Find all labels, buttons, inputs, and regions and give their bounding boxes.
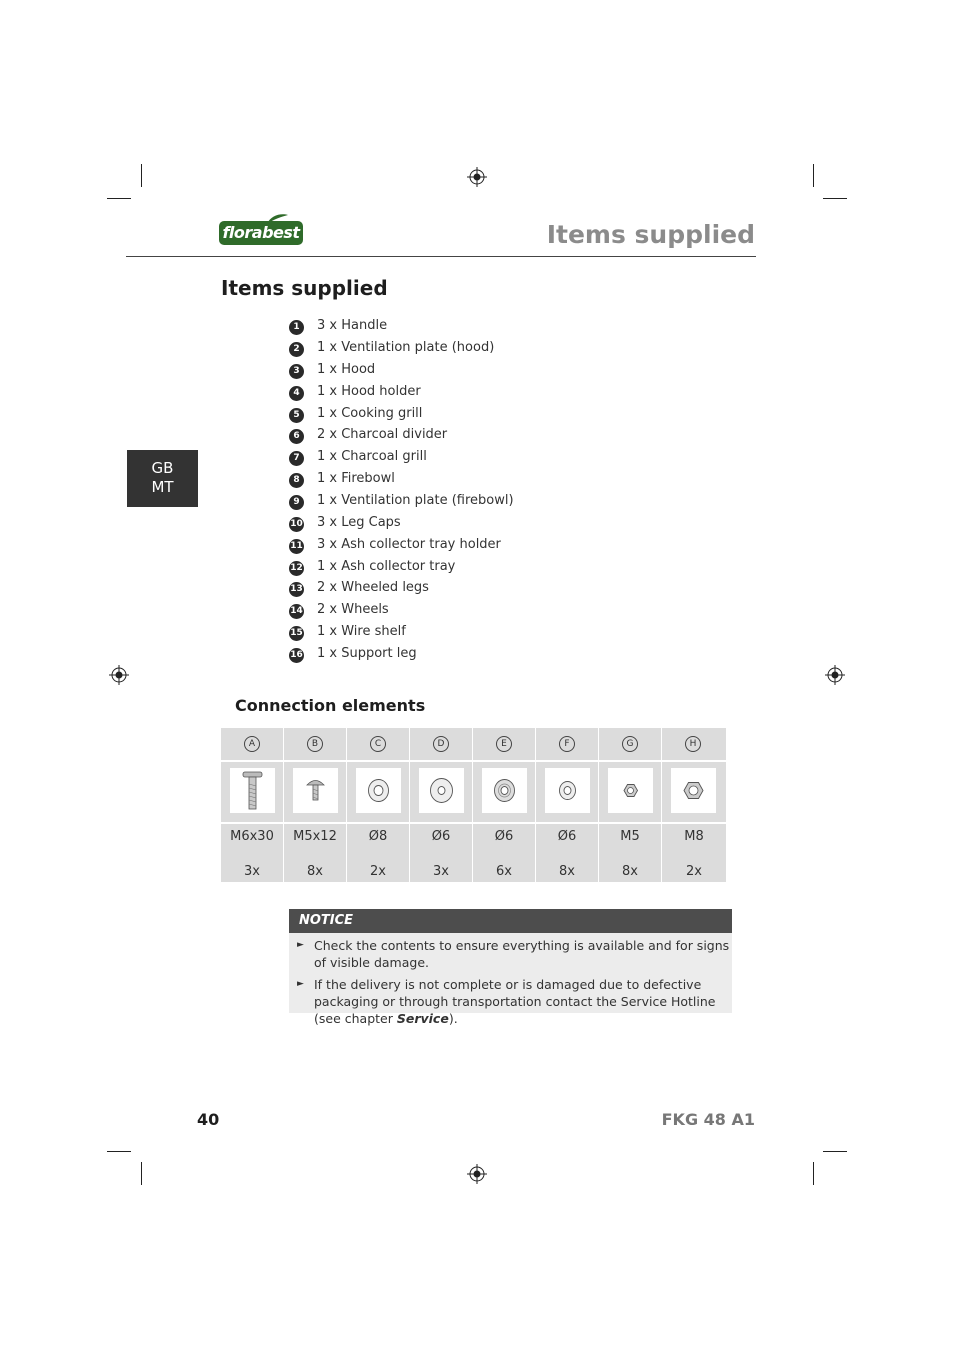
image-cell <box>347 762 409 822</box>
item-label: 1 x Support leg <box>317 646 417 661</box>
header-divider <box>126 256 756 257</box>
item-label: 1 x Charcoal grill <box>317 449 427 464</box>
crop-mark <box>823 198 847 199</box>
crop-mark <box>107 198 131 199</box>
item-label: 3 x Leg Caps <box>317 515 401 530</box>
spring-washer-icon <box>482 768 527 813</box>
element-letter: D <box>433 736 449 752</box>
item-label: 1 x Hood <box>317 362 376 377</box>
connection-column <box>221 728 283 882</box>
letter-cell <box>410 728 472 760</box>
size-cell <box>473 824 535 882</box>
item-label: 1 x Ash collector tray <box>317 559 456 574</box>
element-letter: A <box>244 736 260 752</box>
notice-heading: NOTICE <box>289 909 732 933</box>
element-letter: E <box>496 736 512 752</box>
letter-cell <box>221 728 283 760</box>
crop-mark <box>141 164 142 187</box>
language-mt: MT <box>151 478 174 496</box>
bolt-icon <box>230 768 275 813</box>
image-cell <box>473 762 535 822</box>
item-label: 1 x Wire shelf <box>317 624 406 639</box>
letter-cell <box>599 728 661 760</box>
image-cell <box>662 762 726 822</box>
nut-icon <box>671 768 716 813</box>
item-label: 2 x Wheeled legs <box>317 580 429 595</box>
element-size: M8 <box>684 829 704 844</box>
size-cell <box>410 824 472 882</box>
size-cell <box>662 824 726 882</box>
size-cell <box>347 824 409 882</box>
image-cell <box>284 762 346 822</box>
section-title: Items supplied <box>221 276 388 300</box>
letter-cell <box>536 728 598 760</box>
size-cell <box>536 824 598 882</box>
connection-elements-table <box>221 728 726 882</box>
language-tab <box>127 450 198 507</box>
crop-mark <box>823 1151 847 1152</box>
notice-box <box>289 909 732 1026</box>
item-number: 3 <box>289 364 304 379</box>
crop-mark <box>813 1162 814 1185</box>
item-number: 11 <box>289 539 304 554</box>
crop-mark <box>141 1162 142 1185</box>
item-label: 3 x Handle <box>317 318 388 333</box>
service-chapter-ref: Service <box>396 1011 449 1026</box>
size-cell <box>599 824 661 882</box>
washer-icon <box>419 768 464 813</box>
brand-logo <box>219 213 303 247</box>
size-cell <box>284 824 346 882</box>
image-cell <box>599 762 661 822</box>
model-number: FKG 48 A1 <box>661 1110 755 1129</box>
item-number: 13 <box>289 582 304 597</box>
item-number: 1 <box>289 320 304 335</box>
registration-mark-icon <box>109 665 129 685</box>
element-size: Ø6 <box>557 829 577 844</box>
element-size: M5 <box>620 829 640 844</box>
notice-text-part: ). <box>448 1011 458 1026</box>
connection-column <box>599 728 661 882</box>
crop-mark <box>107 1151 131 1152</box>
element-quantity: 8x <box>307 864 323 879</box>
item-number: 10 <box>289 517 304 532</box>
connection-column <box>347 728 409 882</box>
letter-cell <box>662 728 726 760</box>
nut-icon <box>608 768 653 813</box>
letter-cell <box>284 728 346 760</box>
item-number: 12 <box>289 561 304 576</box>
element-size: Ø6 <box>494 829 514 844</box>
element-letter: B <box>307 736 323 752</box>
element-quantity: 8x <box>559 864 575 879</box>
item-number: 9 <box>289 495 304 510</box>
element-letter: H <box>685 736 701 752</box>
connection-column <box>473 728 535 882</box>
header-title: Items supplied <box>546 220 755 249</box>
washer-icon <box>545 768 590 813</box>
item-number: 15 <box>289 626 304 641</box>
image-cell <box>536 762 598 822</box>
item-number: 5 <box>289 408 304 423</box>
element-quantity: 3x <box>433 864 449 879</box>
registration-mark-icon <box>825 665 845 685</box>
registration-mark-icon <box>467 1164 487 1184</box>
image-cell <box>221 762 283 822</box>
bullet-arrow-icon: ► <box>297 979 304 989</box>
registration-mark-icon <box>467 167 487 187</box>
connection-column <box>410 728 472 882</box>
size-cell <box>221 824 283 882</box>
item-number: 2 <box>289 342 304 357</box>
item-label: 1 x Hood holder <box>317 384 421 399</box>
item-label: 2 x Charcoal divider <box>317 427 448 442</box>
element-quantity: 6x <box>496 864 512 879</box>
screw-icon <box>293 768 338 813</box>
element-quantity: 2x <box>686 864 702 879</box>
image-cell <box>410 762 472 822</box>
washer-icon <box>356 768 401 813</box>
element-letter: G <box>622 736 638 752</box>
element-letter: C <box>370 736 386 752</box>
item-number: 8 <box>289 473 304 488</box>
item-number: 14 <box>289 604 304 619</box>
element-quantity: 2x <box>370 864 386 879</box>
element-size: Ø6 <box>431 829 451 844</box>
connection-column <box>662 728 726 882</box>
brand-name: florabest <box>219 221 303 245</box>
letter-cell <box>473 728 535 760</box>
page-number: 40 <box>197 1110 220 1129</box>
item-label: 3 x Ash collector tray holder <box>317 537 501 552</box>
element-size: M5x12 <box>293 829 337 844</box>
element-letter: F <box>559 736 575 752</box>
item-number: 7 <box>289 451 304 466</box>
item-label: 1 x Ventilation plate (firebowl) <box>317 493 514 508</box>
connection-column <box>536 728 598 882</box>
connection-column <box>284 728 346 882</box>
item-label: 1 x Ventilation plate (hood) <box>317 340 495 355</box>
connection-elements-title: Connection elements <box>235 696 426 715</box>
item-label: 1 x Firebowl <box>317 471 395 486</box>
item-number: 6 <box>289 429 304 444</box>
notice-text: Check the contents to ensure everything is available and for signs of visible damage. <box>314 938 730 970</box>
element-size: Ø8 <box>368 829 388 844</box>
element-quantity: 8x <box>622 864 638 879</box>
letter-cell <box>347 728 409 760</box>
item-label: 1 x Cooking grill <box>317 406 423 421</box>
notice-text-part: If the delivery is not complete or is damaged due to defective packaging or through transportation contact the Service Hotline (see chapter <box>314 977 716 1026</box>
element-size: M6x30 <box>230 829 274 844</box>
item-number: 4 <box>289 386 304 401</box>
item-number: 16 <box>289 648 304 663</box>
notice-text <box>314 976 732 1027</box>
item-label: 2 x Wheels <box>317 602 389 617</box>
element-quantity: 3x <box>244 864 260 879</box>
bullet-arrow-icon: ► <box>297 940 304 950</box>
language-gb: GB <box>151 459 174 477</box>
crop-mark <box>813 164 814 187</box>
